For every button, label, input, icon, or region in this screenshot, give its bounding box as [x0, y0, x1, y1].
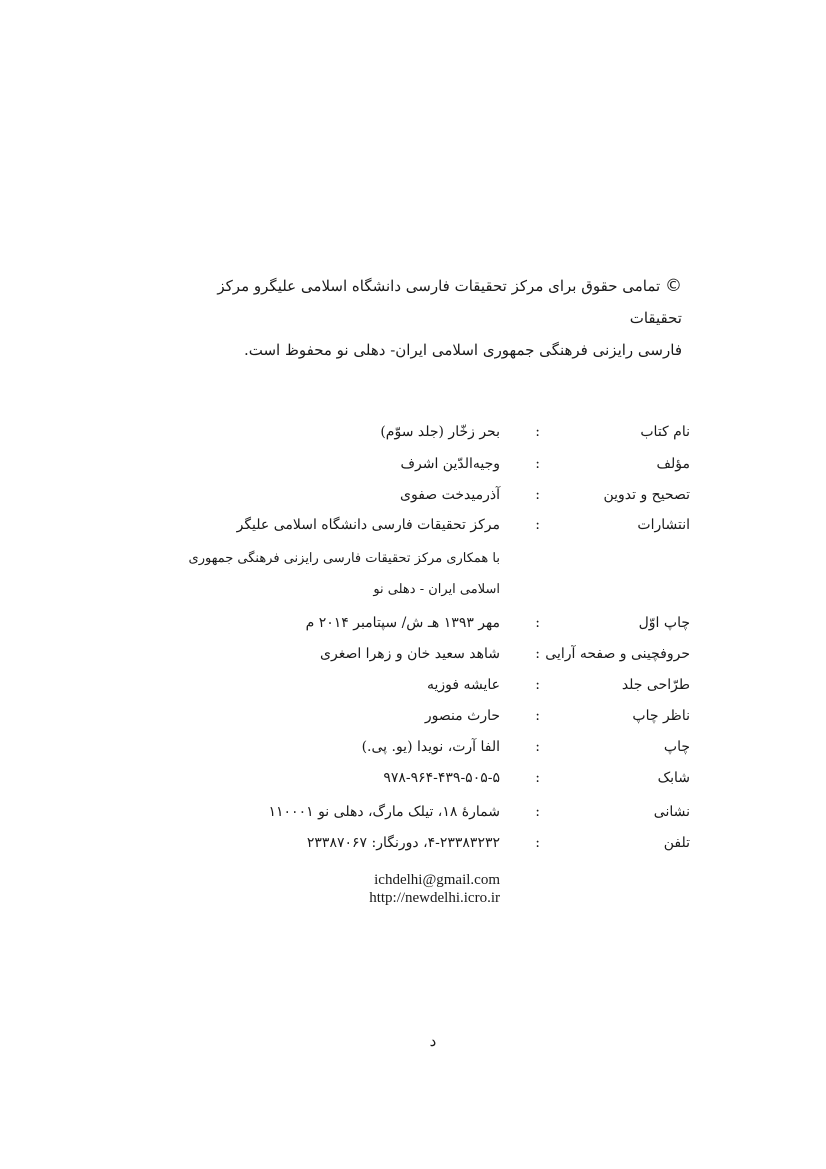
info-row-first-print: [150, 615, 690, 645]
info-value: شاهد سعید خان و زهرا اصغری: [320, 646, 500, 662]
info-separator: :: [535, 739, 540, 755]
info-label: نشانی: [653, 804, 690, 820]
info-row-cover-design: [150, 677, 690, 707]
info-label: نام کتاب: [640, 424, 690, 440]
info-value: آذرمیدخت صفوی: [400, 487, 500, 503]
info-value: ۹۷۸-۹۶۴-۴۳۹-۵۰۵-۵: [383, 770, 500, 786]
info-label: شابک: [657, 770, 690, 786]
info-row-author: [150, 456, 690, 486]
info-row-phone: [150, 835, 690, 865]
info-value: عایشه فوزیه: [426, 677, 500, 693]
info-row-print-supervisor: [150, 708, 690, 738]
info-row-editor: [150, 487, 690, 517]
info-separator: :: [535, 615, 540, 631]
info-separator: :: [535, 646, 540, 662]
info-value: مرکز تحقیقات فارسی دانشگاه اسلامی علیگر: [236, 517, 500, 533]
publisher-continued-2: اسلامی ایران - دهلی نو: [373, 582, 500, 597]
publisher-continued-1: با همکاری مرکز تحقیقات فارسی رایزنی فرهنگی جمهوری: [188, 551, 500, 566]
info-label: چاپ: [663, 739, 690, 755]
copyright-notice: [180, 270, 682, 366]
info-separator: :: [535, 770, 540, 786]
info-value: مهر ۱۳۹۳ هـ ش/ سپتامبر ۲۰۱۴ م: [305, 615, 500, 631]
contact-block: [300, 871, 500, 907]
copyright-line-2: فارسی رایزنی فرهنگی جمهوری اسلامی ایران- دهلی نو محفوظ است.: [243, 341, 682, 359]
info-value: ۴-۲۳۳۸۳۲۳۲، دورنگار: ۲۳۳۸۷۰۶۷: [306, 835, 500, 851]
info-row-typesetting: [150, 646, 690, 676]
info-label: تصحیح و تدوین: [603, 487, 690, 503]
info-label: حروفچینی و صفحه آرایی: [545, 646, 690, 662]
info-label: طرّاحی جلد: [621, 677, 690, 693]
email-link[interactable]: ichdelhi@gmail.com: [374, 872, 500, 888]
info-separator: :: [535, 517, 540, 533]
info-separator: :: [535, 804, 540, 820]
info-value: الفا آرت، نویدا (یو. پی.): [361, 739, 500, 755]
info-label: مؤلف: [656, 456, 690, 472]
info-value: حارث منصور: [424, 708, 500, 724]
info-separator: :: [535, 835, 540, 851]
info-value: شمارهٔ ۱۸، تیلک مارگ، دهلی نو ۱۱۰۰۰۱: [268, 804, 500, 820]
info-label: انتشارات: [637, 517, 690, 533]
info-row-publisher: [150, 517, 690, 547]
info-separator: :: [535, 708, 540, 724]
copyright-line-1: [180, 270, 682, 334]
info-label: تلفن: [663, 835, 690, 851]
info-separator: :: [535, 424, 540, 440]
info-value: بحر زخّار (جلد سوّم): [380, 424, 500, 440]
info-row-isbn: [150, 770, 690, 800]
info-label: ناظر چاپ: [632, 708, 690, 724]
info-row-title: [150, 424, 690, 454]
copyright-text-1: تمامی حقوق برای مرکز تحقیقات فارسی دانشگاه اسلامی علیگرو مرکز تحقیقات: [217, 277, 682, 327]
info-value: وجیه‌الدّین اشرف: [400, 456, 500, 472]
info-separator: :: [535, 456, 540, 472]
info-row-printer: [150, 739, 690, 769]
info-separator: :: [535, 487, 540, 503]
website-link[interactable]: http://newdelhi.icro.ir: [369, 890, 500, 906]
info-separator: :: [535, 677, 540, 693]
copyright-icon: ©: [665, 276, 682, 296]
info-row-address: [150, 804, 690, 834]
page-number: د: [429, 1032, 437, 1050]
info-label: چاپ اوّل: [638, 615, 690, 631]
